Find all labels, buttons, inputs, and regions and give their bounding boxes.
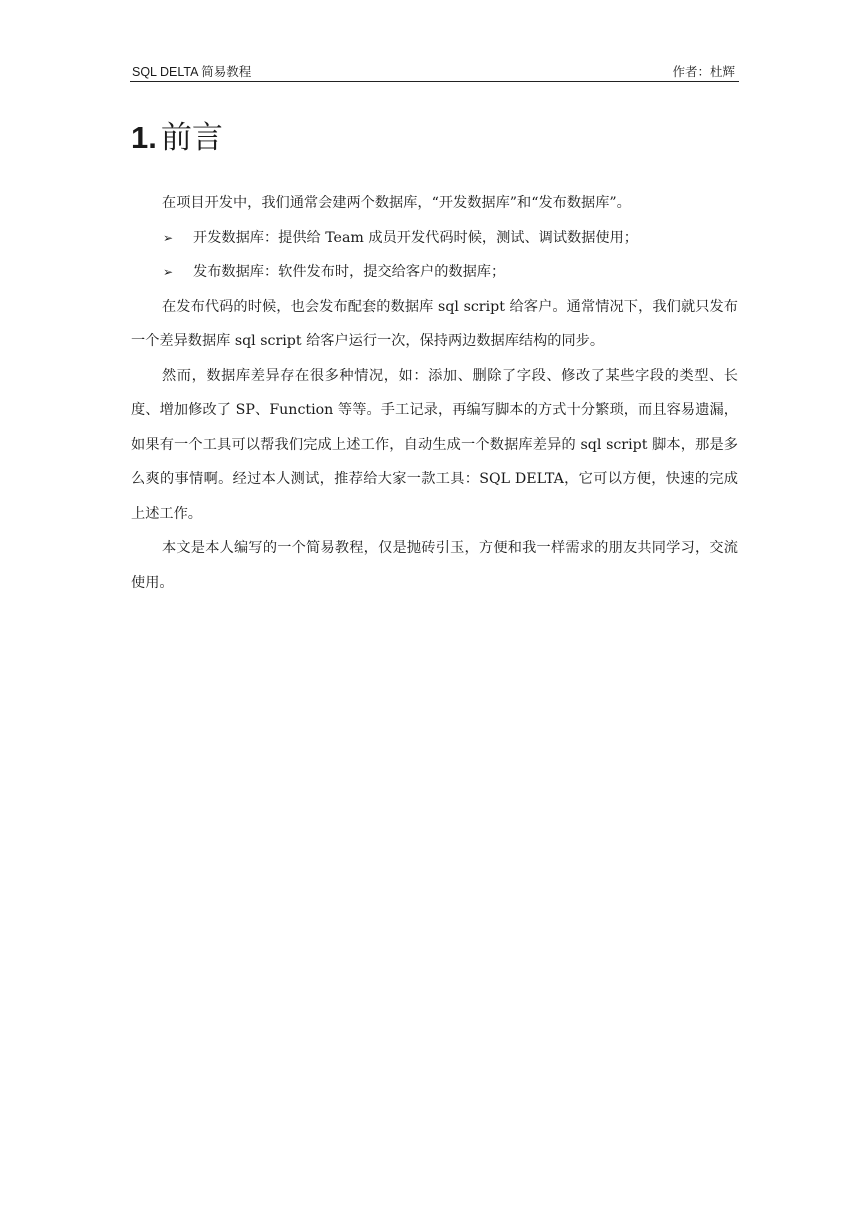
paragraph-intro: 在项目开发中，我们通常会建两个数据库，“开发数据库”和“发布数据库”。	[162, 195, 631, 211]
bullet-text: 开发数据库：提供给 Team 成员开发代码时候，测试、调试数据使用；	[193, 229, 638, 246]
paragraph-diff-cases: 然而，数据库差异存在很多种情况，如：添加、删除了字段、修改了某些字段的类型、长度、增加修改了 SP、Function 等等。手工记录，再编写脚本的方式十分繁琐，而且容易遗漏，如果有一个工具可以帮我们完成上述工作，自动生成一个数据库差异的 sql script 脚本，那是多么爽的事情啊。经过本人测试，推荐给大家一款工具：SQL DELTA，它可以方便，快速的完成上述工作。	[131, 367, 738, 522]
header-document-title: SQL DELTA 简易教程	[132, 65, 252, 79]
header-author: 作者：杜辉	[672, 65, 735, 79]
page-header	[130, 61, 739, 82]
arrow-bullet-icon: ➢	[163, 230, 174, 245]
paragraph-release-script: 在发布代码的时候，也会发布配套的数据库 sql script 给客户。通常情况下，我们就只发布一个差异数据库 sql script 给客户运行一次，保持两边数据库结构的同步。	[131, 298, 738, 349]
paragraph-tutorial-purpose: 本文是本人编写的一个简易教程，仅是抛砖引玉，方便和我一样需求的朋友共同学习，交流使用。	[131, 540, 738, 591]
bullet-item-release-db	[131, 255, 738, 290]
section-heading	[131, 112, 223, 157]
bullet-item-dev-db	[131, 221, 738, 256]
section-number: 1.	[131, 120, 157, 155]
bullet-text: 发布数据库：软件发布时，提交给客户的数据库；	[193, 264, 506, 280]
body-text	[131, 186, 738, 600]
section-title: 前言	[160, 120, 223, 156]
arrow-bullet-icon: ➢	[163, 265, 174, 279]
